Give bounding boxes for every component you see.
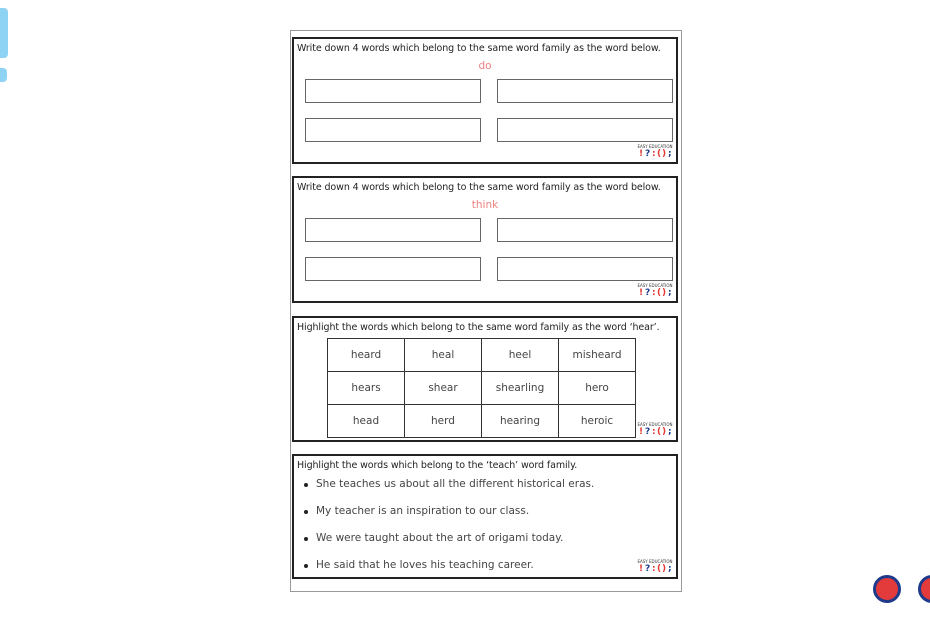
grid-word[interactable]: heard <box>328 339 405 372</box>
logo-glyph: ) <box>662 564 667 574</box>
answer-box-2[interactable] <box>497 79 673 103</box>
grid-word[interactable]: hears <box>328 372 405 405</box>
answer-box-3[interactable] <box>305 257 481 281</box>
logo-glyph: ! <box>639 288 644 298</box>
answer-box-2[interactable] <box>497 218 673 242</box>
grid-row <box>328 339 636 372</box>
bullet-icon <box>304 564 308 568</box>
card-instruction: Write down 4 words which belong to the same word family as the word below. <box>297 43 661 54</box>
logo-glyph: ( <box>657 427 662 437</box>
logo-glyph: ( <box>657 288 662 298</box>
target-word: do <box>478 60 492 72</box>
logo-glyph: : <box>652 564 656 574</box>
sentence-text: We were taught about the art of origami today. <box>316 532 564 544</box>
logo-glyph: ; <box>668 427 672 437</box>
exclamation-dot <box>0 68 7 82</box>
answer-box-1[interactable] <box>305 218 481 242</box>
grid-row <box>328 405 636 438</box>
card-instruction: Highlight the words which belong to the same word family as the word ‘hear’. <box>297 322 660 333</box>
exclamation-decoration <box>0 8 10 84</box>
bullet-icon <box>304 483 308 487</box>
grid-word[interactable]: hero <box>559 372 636 405</box>
logo-glyph: ; <box>668 288 672 298</box>
logo-caption: EASY EDUCATION <box>637 283 673 288</box>
grid-word[interactable]: misheard <box>559 339 636 372</box>
sentence-item[interactable] <box>304 559 667 586</box>
logo-glyph: ( <box>657 149 662 159</box>
logo-caption: EASY EDUCATION <box>637 422 673 427</box>
logo-glyph: ! <box>639 149 644 159</box>
word-family-card-do <box>292 37 678 164</box>
sentence-text: My teacher is an inspiration to our class. <box>316 505 530 517</box>
sentence-item[interactable] <box>304 532 664 559</box>
grid-word[interactable]: hearing <box>482 405 559 438</box>
logo-caption: EASY EDUCATION <box>637 559 673 564</box>
logo-glyph: ( <box>657 564 662 574</box>
logo-glyph: : <box>652 288 656 298</box>
answer-box-1[interactable] <box>305 79 481 103</box>
highlight-hear-card <box>292 316 678 442</box>
grid-word[interactable]: heroic <box>559 405 636 438</box>
logo-glyph: : <box>652 149 656 159</box>
decorative-bubble <box>918 575 930 603</box>
easy-education-logo <box>637 144 673 159</box>
exclamation-bar <box>0 8 8 58</box>
worksheet-page <box>290 30 682 592</box>
logo-glyph: ! <box>639 564 644 574</box>
answer-box-4[interactable] <box>497 118 673 142</box>
highlight-teach-card <box>292 454 678 579</box>
logo-glyph: ; <box>668 149 672 159</box>
logo-glyph: ! <box>639 427 644 437</box>
sentence-item[interactable] <box>304 505 664 532</box>
easy-education-logo <box>637 422 673 437</box>
logo-glyph: ? <box>645 149 651 159</box>
sentence-text: He said that he loves his teaching career. <box>316 559 534 571</box>
sentence-item[interactable] <box>304 478 664 505</box>
word-grid <box>327 338 636 438</box>
grid-word[interactable]: heel <box>482 339 559 372</box>
grid-word[interactable]: shearling <box>482 372 559 405</box>
logo-glyph: ) <box>662 288 667 298</box>
sentence-text: She teaches us about all the different historical eras. <box>316 478 595 490</box>
logo-glyph: ; <box>668 564 672 574</box>
answer-box-3[interactable] <box>305 118 481 142</box>
logo-glyph: ? <box>645 288 651 298</box>
logo-glyph: ) <box>662 427 667 437</box>
logo-glyph: ? <box>645 427 651 437</box>
easy-education-logo <box>637 283 673 298</box>
word-family-card-think <box>292 176 678 303</box>
logo-glyph: : <box>652 427 656 437</box>
grid-word[interactable]: heal <box>405 339 482 372</box>
target-word: think <box>471 199 499 211</box>
logo-glyph: ) <box>662 149 667 159</box>
logo-glyph: ? <box>645 564 651 574</box>
grid-word[interactable]: herd <box>405 405 482 438</box>
grid-word[interactable]: head <box>328 405 405 438</box>
card-instruction: Highlight the words which belong to the ‘teach’ word family. <box>297 460 578 471</box>
bullet-icon <box>304 537 308 541</box>
decorative-bubble <box>873 575 901 603</box>
sentence-list <box>304 478 667 586</box>
logo-caption: EASY EDUCATION <box>637 144 673 149</box>
card-instruction: Write down 4 words which belong to the same word family as the word below. <box>297 182 661 193</box>
grid-word[interactable]: shear <box>405 372 482 405</box>
answer-box-4[interactable] <box>497 257 673 281</box>
grid-row <box>328 372 636 405</box>
easy-education-logo <box>637 559 673 574</box>
bullet-icon <box>304 510 308 514</box>
